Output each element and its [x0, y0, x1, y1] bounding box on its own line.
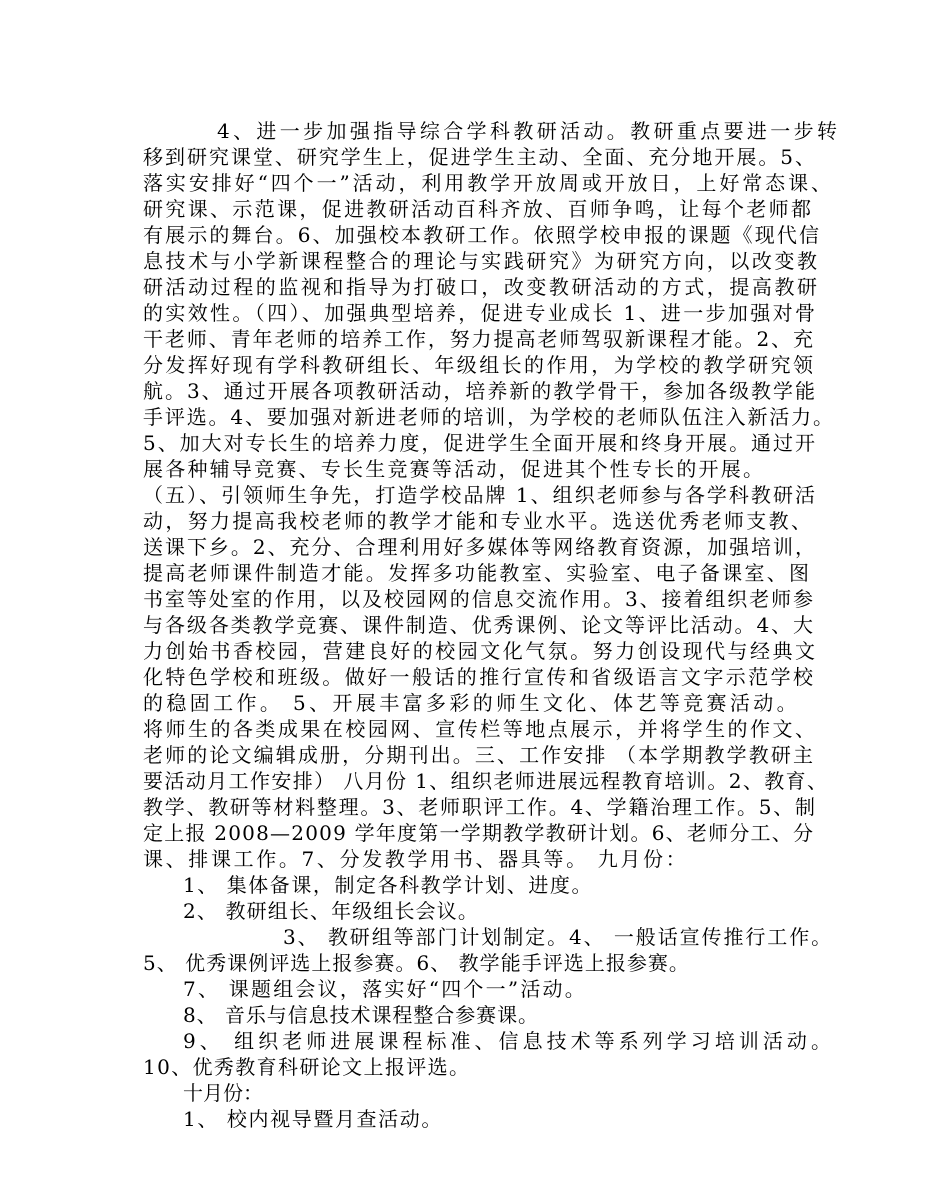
- text-line: 书室等处室的作用，以及校园网的信息交流作用。3、接着组织老师参: [143, 587, 815, 611]
- text-line: 研究课、示范课，促进教研活动百科齐放、百师争鸣，让每个老师都: [143, 197, 814, 221]
- text-line: （五）、引领师生争先，打造学校品牌 1、组织老师参与各学科教研活: [143, 483, 818, 507]
- text-line: 展各种辅导竞赛、专长生竞赛等活动，促进其个性专长的开展。: [143, 457, 766, 481]
- text-line: 化特色学校和班级。做好一般话的推行宣传和省级语言文字示范学校: [143, 665, 816, 689]
- text-line: 提高老师课件制造才能。发挥多功能教室、实验室、电子备课室、图: [143, 561, 812, 585]
- text-line: 8、 音乐与信息技术课程整合参赛课。: [183, 1003, 539, 1027]
- text-line: 教学、教研等材料整理。3、老师职评工作。4、学籍治理工作。5、制: [143, 795, 817, 819]
- text-line: 3、 教研组等部门计划制定。4、 一般话宣传推行工作。: [283, 925, 834, 949]
- text-line: 1、 校内视导暨月查活动。: [183, 1107, 443, 1131]
- text-line: 干老师、青年老师的培养工作，努力提高老师驾驭新课程才能。2、充: [143, 327, 815, 351]
- text-line: 力创始书香校园，营建良好的校园文化气氛。努力创设现代与经典文: [143, 639, 818, 663]
- text-line: 将师生的各类成果在校园网、宣传栏等地点展示，并将学生的作文、: [143, 717, 818, 741]
- text-line: 航。3、通过开展各项教研活动，培养新的教学骨干，参加各级教学能: [143, 379, 817, 403]
- text-line: 定上报 2008—2009 学年度第一学期教学教研计划。6、老师分工、分: [143, 821, 815, 845]
- text-line: 9、 组织老师进展课程标准、信息技术等系列学习培训活动。: [183, 1029, 835, 1053]
- text-line: 2、 教研组长、年级组长会议。: [183, 899, 479, 923]
- text-line: 10、优秀教育科研论文上报评选。: [143, 1055, 471, 1079]
- text-line: 4、进一步加强指导综合学科教研活动。教研重点要进一步转: [217, 119, 841, 143]
- text-line: 落实安排好“四个一”活动，利用教学开放周或开放日，上好常态课、: [143, 171, 834, 195]
- text-line: 要活动月工作安排） 八月份 1、组织老师进展远程教育培训。2、教育、: [143, 769, 829, 793]
- text-line: 研活动过程的监视和指导为打破口，改变教研活动的方式，提高教研: [143, 275, 820, 299]
- text-line: 老师的论文编辑成册，分期刊出。三、工作安排 （本学期教学教研主: [143, 743, 816, 767]
- text-line: 5、加大对专长生的培养力度，促进学生全面开展和终身开展。通过开: [143, 431, 817, 455]
- text-line: 有展示的舞台。6、加强校本教研工作。依照学校申报的课题《现代信: [143, 223, 822, 247]
- text-line: 手评选。4、要加强对新进老师的培训，为学校的老师队伍注入新活力。: [143, 405, 835, 429]
- text-line: 1、 集体备课，制定各科教学计划、进度。: [183, 873, 593, 897]
- text-line: 的稳固工作。 5、开展丰富多彩的师生文化、体艺等竞赛活动。: [143, 691, 800, 715]
- text-line: 分发挥好现有学科教研组长、年级组长的作用，为学校的教学研究领: [143, 353, 816, 377]
- text-line: 送课下乡。2、充分、合理利用好多媒体等网络教育资源，加强培训，: [143, 535, 817, 559]
- text-line: 息技术与小学新课程整合的理论与实践研究》为研究方向，以改变教: [143, 249, 820, 273]
- text-line: 7、 课题组会议，落实好“四个一”活动。: [183, 977, 587, 1001]
- text-line: 十月份：: [183, 1081, 263, 1105]
- text-line: 动，努力提高我校老师的教学才能和专业水平。选送优秀老师支教、: [143, 509, 814, 533]
- text-line: 5、 优秀课例评选上报参赛。6、 教学能手评选上报参赛。: [143, 951, 690, 975]
- text-line: 移到研究课堂、研究学生上，促进学生主动、全面、充分地开展。5、: [143, 145, 817, 169]
- text-line: 与各级各类教学竞赛、课件制造、优秀课例、论文等评比活动。4、大: [143, 613, 815, 637]
- text-line: 的实效性。（四）、加强典型培养，促进专业成长 1、进一步加强对骨: [143, 301, 818, 325]
- text-line: 课、排课工作。7、分发教学用书、器具等。 九月份：: [143, 847, 689, 871]
